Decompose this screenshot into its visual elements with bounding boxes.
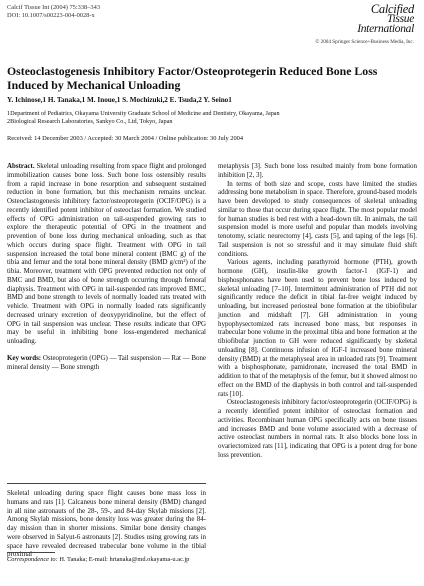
abstract — [7, 162, 206, 346]
doi-line: DOI: 10.1007/s00223-004-0028-x — [7, 12, 95, 19]
section-divider — [7, 483, 206, 484]
intro-paragraph: Skeletal unloading during space flight causes bone mass loss in humans and rats [1]. Calcaneus bone mineral density (BMD) changed in all nine astronauts of the 28-, 59-, and 84-day Skylab missions [2]. Among Skylab missions, bone density loss was greater during the 84-day mission than in shorter missions. Similar bone density changes were observed in Salyut-6 astronauts [2]. Studies using growing rats in space have revealed decreased trabecular bone volume in the tibial proximal — [7, 489, 206, 559]
right-column — [218, 162, 417, 460]
journal-logo-word: Tissue — [387, 13, 414, 25]
journal-logo-word: International — [357, 23, 414, 35]
article-title: Osteoclastogenesis Inhibitory Factor/Osteoprotegerin Reduced Bone Loss Induced by Mechanical Unloading — [7, 64, 378, 92]
correspondence-text: H. Tanaka; E-mail: hrtanaka@md.okayama-u.ac.jp — [59, 556, 190, 563]
body-paragraph: metaphysis [3]. Such bone loss resulted mainly from bone formation inhibition [2, 3]. — [218, 162, 417, 179]
body-paragraph: In terms of both size and scope, costs have limited the studies addressing bone metabolism in space. Therefore, ground-based models have been developed to study consequences of skeletal unloading similar to those that occur during space flight. The most popular model for human studies is bed rest with a head-down tilt. In animals, the tail suspension model is more useful and popular than models involving tenotomy, sciatic neurectomy [4], casts [5], and taping of the legs [6]. Tail suspension is not so stressful and it may simulate fluid shift conditions. — [218, 179, 417, 258]
left-column — [7, 162, 206, 371]
journal-logo — [357, 4, 414, 34]
correspondence-label: Correspondence to: — [7, 556, 58, 563]
affiliations — [7, 110, 417, 126]
keywords-label: Key words: — [7, 353, 42, 362]
body-paragraph: Various agents, including parathyroid hormone (PTH), growth hormone (GH), insulin-like growth factor-1 (IGF-1) and bisphosphonates have been used to prevent bone loss induced by skeletal unloading [7–10]. Intermittent administration of PTH did not significantly reduce the deficit in tibial fat-free weight induced by unloading, but increased periosteal bone formation at the tibiofibular junction and midshaft [7]. GH administration in young hypophysectomized rats increased bone mass, but responses in trabecular bone volume in the proximal tibia and bone formation at the tibiofibular junction to GH were reduced significantly by skeletal unloading [8]. Continuous infusion of IGF-I increased bone mineral density (BMD) at the metaphyseal area in unloaded rats [9]. Treatment with a bisphosphonate, pamidronate, increased the total BMD in addition to that of the metaphysis of the femur, but it showed almost no effect on the BMD of the diaphysis in both control and tail-suspended rats [10]. — [218, 258, 417, 398]
footnote-divider — [7, 552, 55, 553]
abstract-text: Skeletal unloading resulting from space flight and prolonged immobilization causes bone loss. Such bone loss ostensibly results from a rapid increase in bone resorption and subsequent sustained reduction in bone formation, but this mechanism remains unclear. Osteoclastogenesis inhibitory factor/osteoprotegerin (OCIF/OPG) is a recently identified potent inhibitor of osteoclast formation. We studied effects of OPG administration on tail-suspended growing rats to explore the therapeutic potential of OPG in the treatment and prevention of bone loss during mechanical unloading, such as that which occurs during space flight. Treatment with OPG in tail suspension increased the total bone mineral content (BMC g) of the tibia and femur and the total bone mineral density (BMD g/cm²) of the tibia. Moreover, treatment with OPG prevented reduction not only of BMC and BMD, but also of bone strength occurring through femoral diaphysis. Treatment with OPG in tail-suspended rats improved BMC, BMD and bone strength to levels of normally loaded rats treated with vehicle. Treatment with OPG in normally loaded rats significantly decreased urinary excretion of deoxypyridinoline, but the effect of OPG in tail suspension was unclear. These results indicate that OPG may be useful in inhibiting bone loss-engendered mechanical unloading. — [7, 162, 206, 345]
abstract-label: Abstract. — [7, 162, 35, 170]
correspondence-footnote — [7, 556, 206, 564]
citation-header — [7, 4, 100, 20]
copyright-notice: © 2004 Springer Science+Business Media, Inc. — [315, 39, 414, 45]
publication-dates: Received: 14 December 2003 / Accepted: 30 March 2004 / Online publication: 30 July 2004 — [7, 135, 244, 142]
citation-line: Calcif Tissue Int (2004) 75:338–343 — [7, 4, 101, 11]
author-list: Y. Ichinose,1 H. Tanaka,1 M. Inoue,1 S. Mochizuki,2 E. Tsuda,2 Y. Seino1 — [7, 96, 232, 104]
body-paragraph: Osteoclastogenesis inhibitory factor/osteoprotegerin (OCIF/OPG) is a recently identified potent inhibitor of osteoclast formation and activities. Recombinant human OPG specifically acts on bone tissues and increases BMD and bone volume associated with a decrease of active osteoclast numbers in normal rats. It also blocks bone loss in ovariectomized rats [11], indicating that OPG is a potent drug for bone loss prevention. — [218, 398, 417, 459]
introduction-text — [7, 489, 206, 559]
keywords — [7, 354, 206, 372]
affiliation-1: 1Department of Pediatrics, Okayama University Graduate School of Medicine and Dentistry, Okayama, Japan — [7, 110, 280, 117]
keywords-text: Osteoprotegerin (OPG) — Tail suspension — Rat — Bone mineral density — Bone strength — [7, 353, 207, 371]
journal-logo-word: Calcified — [370, 2, 414, 16]
affiliation-2: 2Biological Research Laboratories, Sankyo Co., Ltd, Tokyo, Japan — [7, 117, 173, 125]
